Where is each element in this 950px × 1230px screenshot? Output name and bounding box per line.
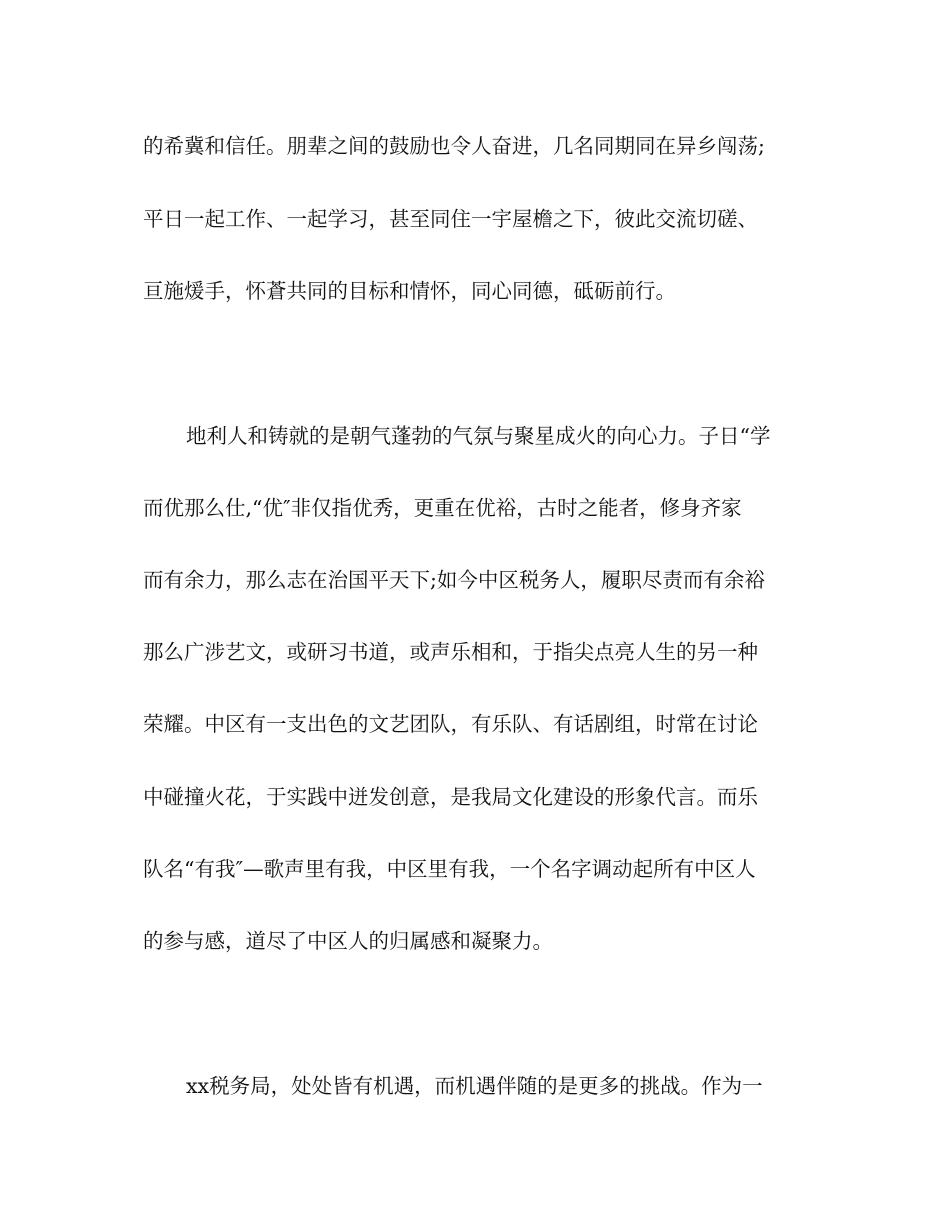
paragraph-2-line-2: 而优那么仕,“优″非仅指优秀，更重在优裕，古时之能者，修身齐家 — [143, 496, 742, 520]
paragraph-2-line-4: 那么广涉艺文，或研习书道，或声乐相和，于指尖点亮人生的另一种 — [143, 640, 758, 664]
paragraph-3-line-1: xx税务局，处处皆有机遇，而机遇伴随的是更多的挑战。作为一 — [186, 1074, 763, 1098]
paragraph-2-line-7: 队名“有我″—歌声里有我，中区里有我，一个名字调动起所有中区人 — [143, 857, 756, 881]
paragraph-1-line-1: 的希冀和信任。朋辈之间的鼓励也令人奋进，几名同期同在异乡闯荡; — [143, 134, 765, 158]
paragraph-2-line-6: 中碰撞火花，于实践中迸发创意，是我局文化建设的形象代言。而乐 — [143, 785, 758, 809]
paragraph-2-line-5: 荣耀。中区有一支出色的文艺团队，有乐队、有话剧组，时常在讨论 — [143, 712, 758, 736]
paragraph-2-line-3: 而有余力，那么志在治国平天下;如今中区税务人，履职尽责而有余裕 — [143, 568, 765, 592]
paragraph-1-line-3: 亘施煖手，怀蒼共同的目标和情怀，同心同德，砥砺前行。 — [143, 279, 676, 303]
paragraph-2-line-8: 的参与感，道尽了中区人的归属感和凝聚力。 — [143, 929, 553, 953]
paragraph-1-line-2: 平日一起工作、一起学习，甚至同住一宇屋檐之下，彼此交流切磋、 — [143, 207, 758, 231]
paragraph-2-line-1: 地利人和铸就的是朝气蓬勃的气氛与聚星成火的向心力。子日“学 — [186, 424, 771, 448]
